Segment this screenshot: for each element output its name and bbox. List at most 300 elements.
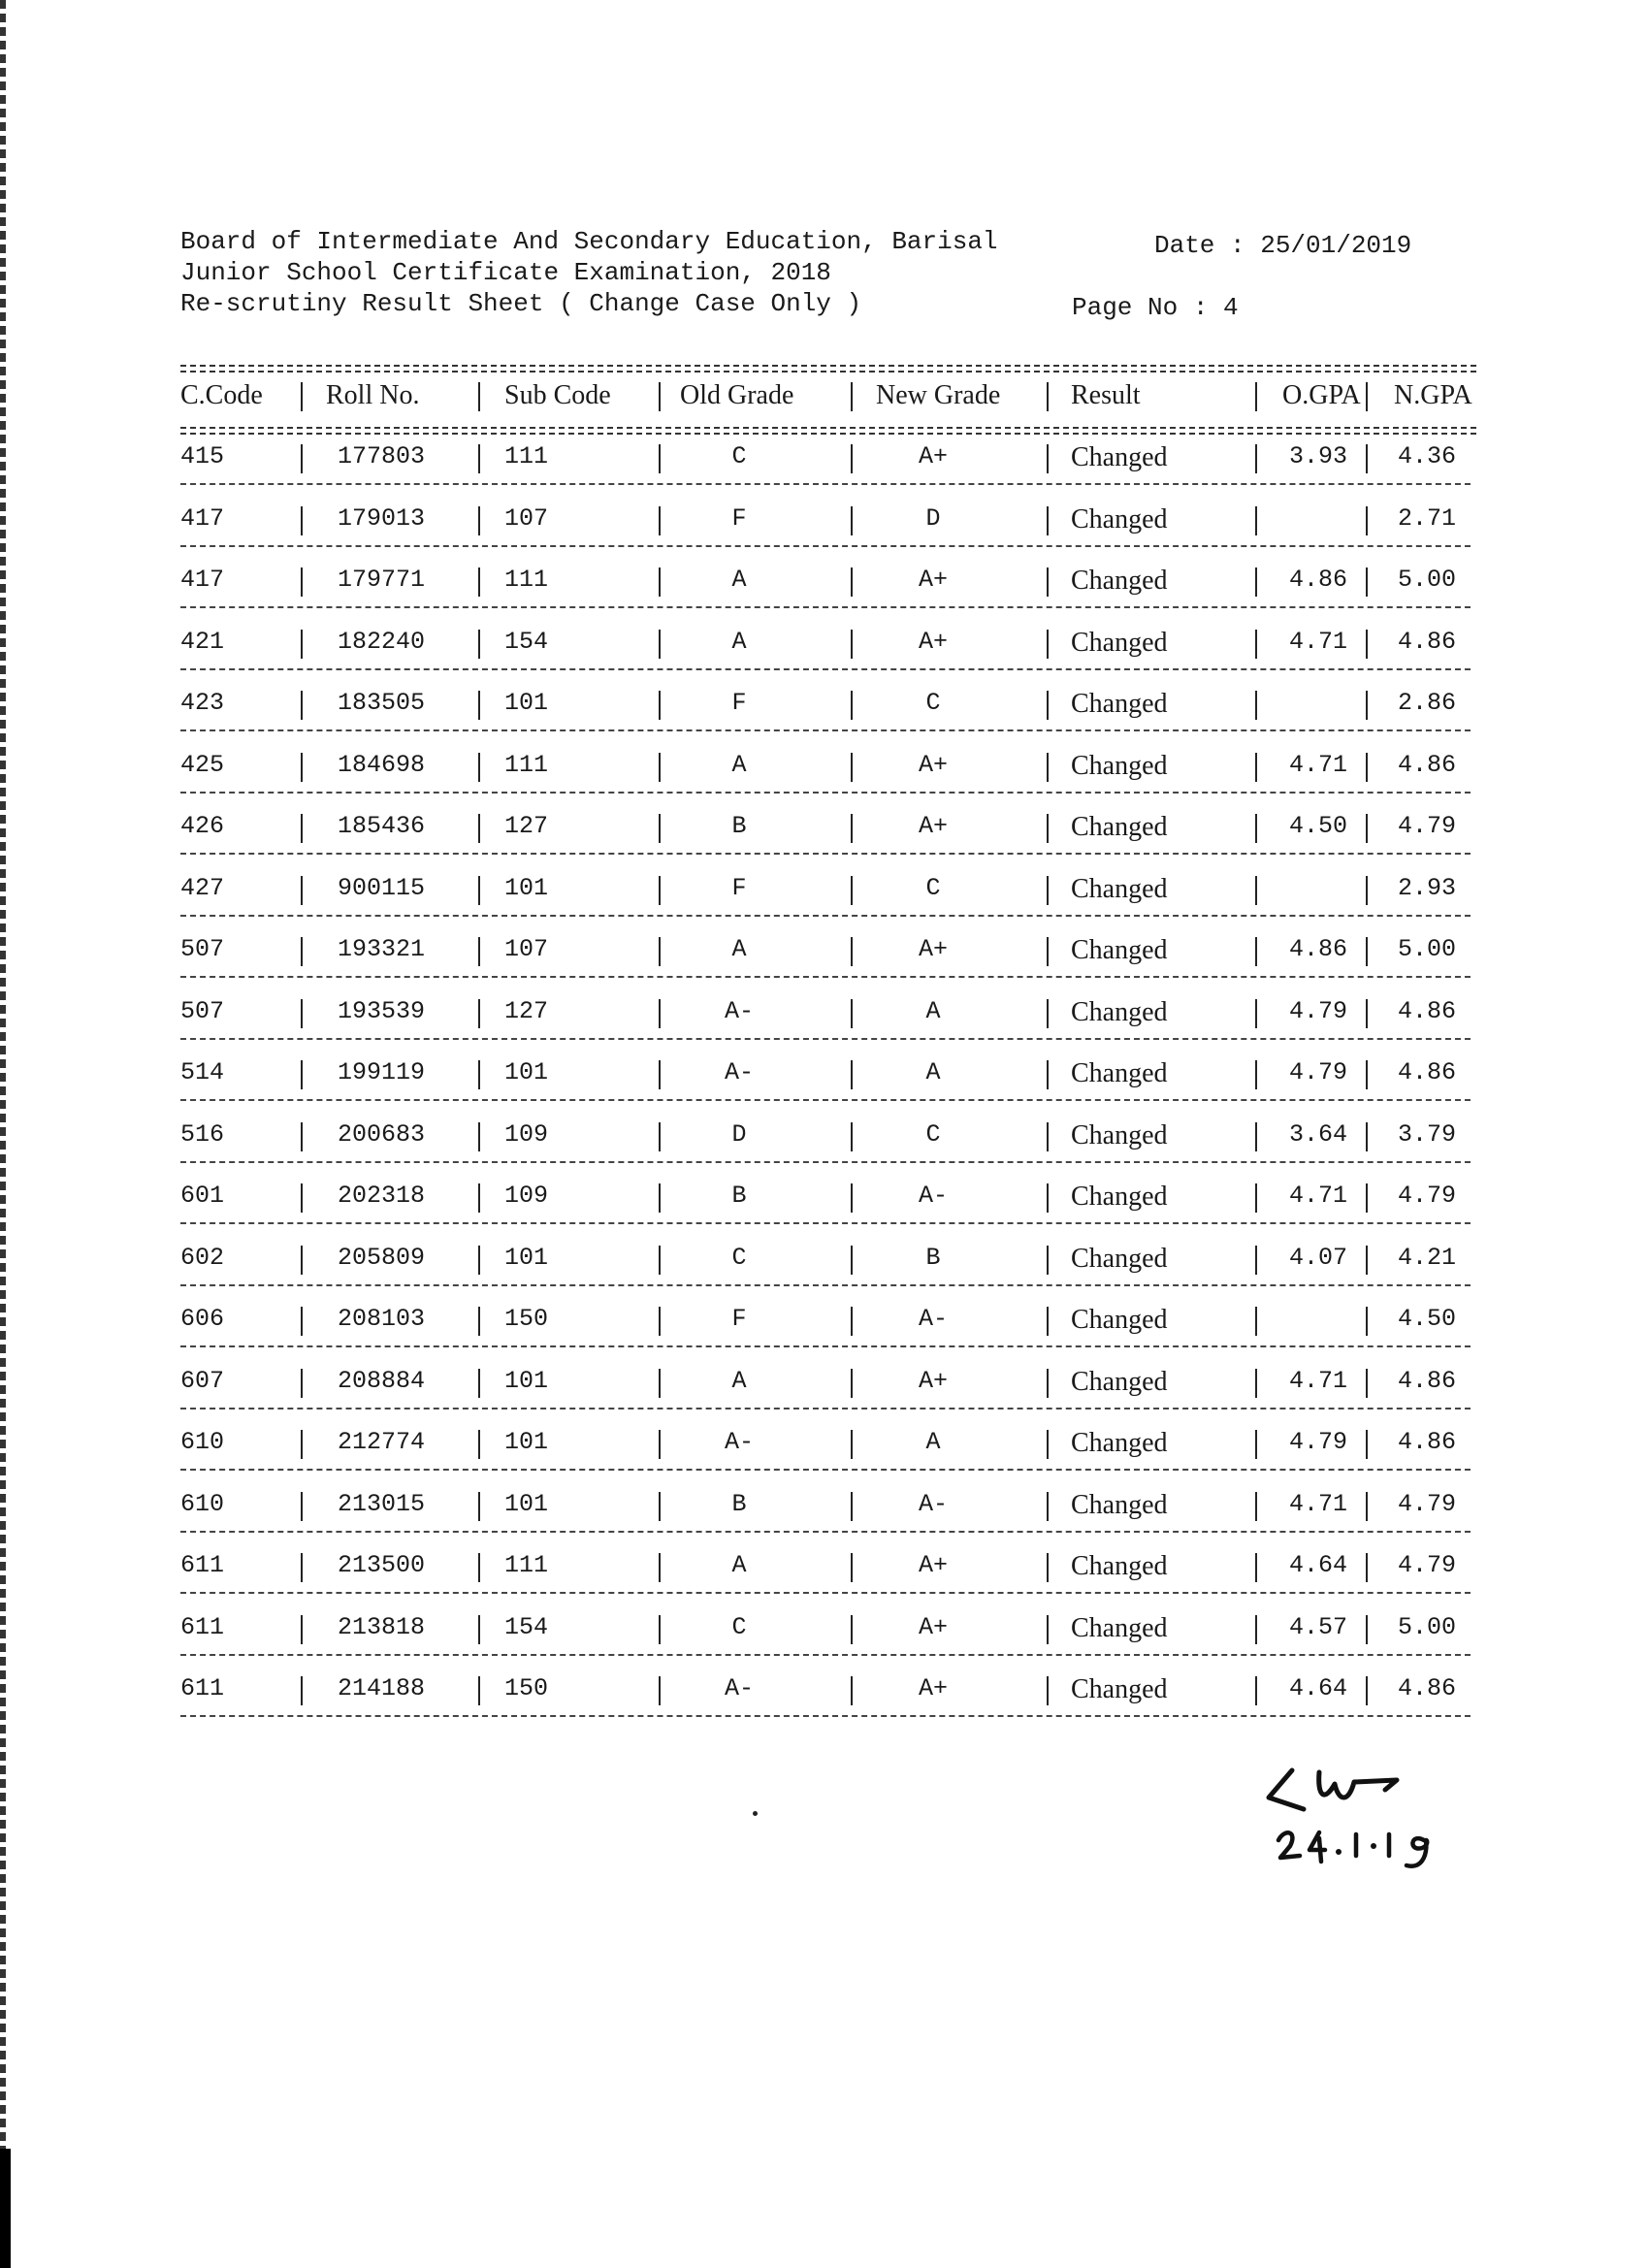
column-separator [1366, 876, 1368, 905]
cell-old-grade: A [731, 566, 747, 594]
cell-new-grade: A+ [918, 1612, 948, 1641]
cell-old-grade: A- [724, 996, 754, 1025]
column-separator [1255, 814, 1257, 843]
column-separator [301, 753, 303, 782]
column-separator [1255, 1122, 1257, 1151]
column-separator [851, 630, 853, 659]
column-separator [478, 814, 480, 843]
cell-n-gpa: 4.86 [1397, 1366, 1456, 1395]
cell-old-grade: F [731, 689, 747, 717]
column-separator [1255, 1492, 1257, 1521]
column-separator [1255, 1615, 1257, 1644]
column-separator [1047, 1369, 1049, 1398]
cell-new-grade: A+ [918, 1366, 948, 1395]
cell-roll-no: 213818 [337, 1612, 425, 1641]
column-separator [1366, 1122, 1368, 1151]
column-separator [1366, 1060, 1368, 1089]
cell-roll-no: 177803 [337, 442, 425, 470]
column-separator [659, 1246, 661, 1275]
column-separator [1255, 753, 1257, 782]
cell-n-gpa: 4.86 [1397, 750, 1456, 779]
column-separator [851, 1492, 853, 1521]
cell-old-grade: A- [724, 1058, 754, 1086]
column-separator [659, 1553, 661, 1582]
column-separator [851, 1307, 853, 1336]
column-separator [1366, 444, 1368, 473]
cell-o-gpa: 4.50 [1288, 812, 1347, 840]
column-separator [1047, 1246, 1049, 1275]
cell-old-grade: A- [724, 1674, 754, 1702]
cell-roll-no: 179771 [337, 566, 425, 594]
cell-sub-code: 111 [504, 750, 549, 779]
column-separator [1255, 1553, 1257, 1582]
column-separator [1047, 1492, 1049, 1521]
cell-roll-no: 193539 [337, 996, 425, 1025]
column-separator [301, 630, 303, 659]
header-rule-top [180, 365, 1476, 373]
scan-edge-mark [0, 2149, 11, 2268]
cell-n-gpa: 2.86 [1397, 689, 1456, 717]
cell-c-code: 427 [180, 873, 225, 902]
row-divider [180, 1654, 1471, 1656]
cell-new-grade: A+ [918, 1674, 948, 1702]
column-header-n-gpa: N.GPA [1394, 380, 1472, 410]
column-separator [1366, 1615, 1368, 1644]
column-separator [659, 444, 661, 473]
column-separator [851, 506, 853, 535]
cell-roll-no: 208884 [337, 1366, 425, 1395]
column-separator [301, 1246, 303, 1275]
column-separator [301, 814, 303, 843]
page-number: Page No : 4 [1072, 293, 1239, 322]
column-header-old-grade: Old Grade [680, 380, 794, 410]
cell-roll-no: 214188 [337, 1674, 425, 1702]
column-separator [1366, 1307, 1368, 1336]
cell-old-grade: A [731, 627, 747, 656]
cell-roll-no: 179013 [337, 503, 425, 533]
cell-n-gpa: 4.86 [1397, 1674, 1456, 1702]
cell-roll-no: 212774 [337, 1428, 425, 1456]
cell-result: Changed [1071, 1058, 1168, 1088]
cell-old-grade: B [731, 1489, 747, 1518]
row-divider [180, 853, 1471, 855]
column-separator [1366, 1369, 1368, 1398]
column-separator [659, 814, 661, 843]
cell-result: Changed [1071, 935, 1168, 965]
column-separator [1366, 1246, 1368, 1275]
column-separator [659, 753, 661, 782]
column-separator [1366, 814, 1368, 843]
column-separator [1255, 1430, 1257, 1459]
column-separator [1047, 1430, 1049, 1459]
cell-new-grade: D [925, 503, 941, 533]
header-rule-bottom [180, 427, 1476, 435]
cell-result: Changed [1071, 812, 1168, 842]
row-divider [180, 1161, 1471, 1163]
cell-new-grade: A- [918, 1489, 948, 1518]
cell-n-gpa: 4.86 [1397, 627, 1456, 656]
cell-result: Changed [1071, 873, 1168, 904]
cell-sub-code: 150 [504, 1305, 549, 1333]
row-divider [180, 668, 1471, 670]
cell-n-gpa: 5.00 [1397, 1612, 1456, 1641]
column-separator [301, 1615, 303, 1644]
column-separator [478, 1122, 480, 1151]
column-separator [301, 506, 303, 535]
cell-sub-code: 101 [504, 873, 549, 902]
column-separator [1255, 999, 1257, 1028]
cell-roll-no: 213015 [337, 1489, 425, 1518]
row-divider [180, 1715, 1471, 1717]
column-separator [851, 1430, 853, 1459]
cell-c-code: 415 [180, 442, 225, 470]
cell-sub-code: 127 [504, 812, 549, 840]
row-divider [180, 545, 1471, 547]
exam-title: Junior School Certificate Examination, 2018 [180, 258, 831, 287]
column-separator [1047, 1615, 1049, 1644]
column-separator [478, 630, 480, 659]
column-separator [1255, 382, 1257, 411]
cell-c-code: 611 [180, 1674, 225, 1702]
row-divider [180, 1284, 1471, 1286]
column-separator [1047, 1183, 1049, 1213]
column-separator [659, 1492, 661, 1521]
cell-c-code: 507 [180, 935, 225, 963]
column-separator [1366, 691, 1368, 720]
cell-sub-code: 127 [504, 996, 549, 1025]
row-divider [180, 1592, 1471, 1594]
column-separator [1255, 1676, 1257, 1705]
column-header-c-code: C.Code [180, 380, 263, 410]
column-separator [851, 1553, 853, 1582]
column-separator [659, 876, 661, 905]
column-separator [301, 1183, 303, 1213]
cell-o-gpa: 4.86 [1288, 935, 1347, 963]
column-header-new-grade: New Grade [876, 380, 1001, 410]
column-separator [1255, 1183, 1257, 1213]
column-separator [851, 999, 853, 1028]
column-separator [1047, 937, 1049, 966]
column-separator [1255, 691, 1257, 720]
cell-roll-no: 208103 [337, 1305, 425, 1333]
column-separator [478, 753, 480, 782]
cell-o-gpa: 4.86 [1288, 566, 1347, 594]
column-separator [851, 691, 853, 720]
row-divider [180, 1469, 1471, 1471]
column-separator [659, 1122, 661, 1151]
column-separator [1366, 1676, 1368, 1705]
cell-sub-code: 101 [504, 1489, 549, 1518]
row-divider [180, 1222, 1471, 1224]
scan-speck [753, 1811, 758, 1816]
column-separator [659, 1369, 661, 1398]
column-separator [851, 1183, 853, 1213]
column-separator [1047, 876, 1049, 905]
column-separator [851, 444, 853, 473]
handwritten-signature [1261, 1751, 1455, 1877]
column-separator [478, 1553, 480, 1582]
cell-sub-code: 107 [504, 503, 549, 533]
cell-c-code: 417 [180, 503, 225, 533]
cell-sub-code: 101 [504, 689, 549, 717]
column-separator [301, 1369, 303, 1398]
row-divider [180, 483, 1471, 485]
cell-o-gpa: 4.71 [1288, 1366, 1347, 1395]
cell-c-code: 601 [180, 1182, 225, 1210]
column-separator [659, 506, 661, 535]
column-separator [1047, 1307, 1049, 1336]
cell-old-grade: A- [724, 1428, 754, 1456]
cell-n-gpa: 3.79 [1397, 1119, 1456, 1149]
column-separator [301, 1553, 303, 1582]
cell-sub-code: 111 [504, 566, 549, 594]
cell-sub-code: 101 [504, 1366, 549, 1395]
cell-n-gpa: 2.93 [1397, 873, 1456, 902]
column-separator [1366, 999, 1368, 1028]
column-separator [1047, 567, 1049, 597]
column-separator [851, 1676, 853, 1705]
column-separator [1255, 1369, 1257, 1398]
column-separator [1366, 1553, 1368, 1582]
cell-roll-no: 199119 [337, 1058, 425, 1086]
cell-new-grade: A- [918, 1182, 948, 1210]
column-separator [659, 1183, 661, 1213]
cell-new-grade: C [925, 873, 941, 902]
column-separator [659, 1676, 661, 1705]
column-separator [301, 691, 303, 720]
column-separator [301, 1430, 303, 1459]
board-title: Board of Intermediate And Secondary Education, Barisal [180, 227, 998, 256]
cell-result: Changed [1071, 1612, 1168, 1643]
cell-new-grade: A [925, 1428, 941, 1456]
column-separator [1255, 506, 1257, 535]
column-separator [659, 630, 661, 659]
column-separator [659, 567, 661, 597]
cell-result: Changed [1071, 1489, 1168, 1520]
row-divider [180, 792, 1471, 794]
cell-roll-no: 205809 [337, 1243, 425, 1272]
column-separator [478, 1307, 480, 1336]
cell-result: Changed [1071, 1428, 1168, 1458]
column-separator [1255, 567, 1257, 597]
row-divider [180, 1531, 1471, 1533]
cell-result: Changed [1071, 1305, 1168, 1335]
cell-result: Changed [1071, 996, 1168, 1027]
cell-old-grade: A [731, 750, 747, 779]
column-separator [851, 814, 853, 843]
column-separator [1047, 1676, 1049, 1705]
column-header-o-gpa: O.GPA [1282, 380, 1361, 410]
column-separator [478, 1369, 480, 1398]
cell-n-gpa: 4.79 [1397, 1182, 1456, 1210]
row-divider [180, 606, 1471, 608]
cell-n-gpa: 4.79 [1397, 1551, 1456, 1579]
cell-new-grade: A [925, 1058, 941, 1086]
cell-n-gpa: 4.79 [1397, 812, 1456, 840]
cell-result: Changed [1071, 1243, 1168, 1274]
cell-new-grade: A+ [918, 442, 948, 470]
column-separator [301, 999, 303, 1028]
cell-old-grade: C [731, 442, 747, 470]
column-separator [1366, 753, 1368, 782]
cell-new-grade: A [925, 996, 941, 1025]
cell-n-gpa: 2.71 [1397, 503, 1456, 533]
cell-roll-no: 213500 [337, 1551, 425, 1579]
column-separator [478, 937, 480, 966]
cell-roll-no: 202318 [337, 1182, 425, 1210]
cell-new-grade: A+ [918, 935, 948, 963]
cell-n-gpa: 4.86 [1397, 996, 1456, 1025]
cell-old-grade: B [731, 1182, 747, 1210]
cell-new-grade: A+ [918, 1551, 948, 1579]
column-separator [659, 691, 661, 720]
column-separator [659, 1430, 661, 1459]
column-separator [478, 1183, 480, 1213]
cell-sub-code: 101 [504, 1058, 549, 1086]
cell-c-code: 426 [180, 812, 225, 840]
cell-roll-no: 182240 [337, 627, 425, 656]
cell-old-grade: C [731, 1243, 747, 1272]
column-separator [301, 1307, 303, 1336]
column-separator [301, 1060, 303, 1089]
cell-old-grade: A [731, 1366, 747, 1395]
cell-sub-code: 154 [504, 627, 549, 656]
cell-roll-no: 900115 [337, 873, 425, 902]
column-separator [1047, 1122, 1049, 1151]
scan-edge [0, 0, 6, 2268]
cell-c-code: 602 [180, 1243, 225, 1272]
row-divider [180, 1408, 1471, 1409]
row-divider [180, 915, 1471, 917]
column-separator [1047, 814, 1049, 843]
column-separator [851, 876, 853, 905]
cell-old-grade: D [731, 1119, 747, 1149]
cell-new-grade: A+ [918, 812, 948, 840]
cell-c-code: 507 [180, 996, 225, 1025]
column-separator [1366, 1430, 1368, 1459]
cell-c-code: 611 [180, 1612, 225, 1641]
cell-o-gpa: 4.79 [1288, 1428, 1347, 1456]
column-separator [851, 1060, 853, 1089]
cell-result: Changed [1071, 1119, 1168, 1150]
cell-c-code: 423 [180, 689, 225, 717]
cell-result: Changed [1071, 627, 1168, 658]
cell-old-grade: B [731, 812, 747, 840]
column-separator [301, 937, 303, 966]
cell-o-gpa: 4.79 [1288, 996, 1347, 1025]
column-separator [1366, 567, 1368, 597]
column-separator [659, 999, 661, 1028]
column-separator [301, 876, 303, 905]
cell-old-grade: F [731, 873, 747, 902]
cell-o-gpa: 4.71 [1288, 1489, 1347, 1518]
column-separator [659, 1307, 661, 1336]
cell-o-gpa: 4.71 [1288, 1182, 1347, 1210]
cell-result: Changed [1071, 442, 1168, 472]
cell-o-gpa: 4.57 [1288, 1612, 1347, 1641]
column-separator [301, 1492, 303, 1521]
cell-result: Changed [1071, 689, 1168, 719]
column-separator [1366, 1492, 1368, 1521]
cell-sub-code: 111 [504, 442, 549, 470]
column-separator [1255, 630, 1257, 659]
column-separator [478, 1676, 480, 1705]
cell-n-gpa: 5.00 [1397, 566, 1456, 594]
column-separator [478, 999, 480, 1028]
cell-o-gpa: 4.71 [1288, 627, 1347, 656]
column-separator [1255, 1307, 1257, 1336]
column-header-sub-code: Sub Code [504, 380, 611, 410]
column-separator [301, 382, 303, 411]
cell-new-grade: A+ [918, 750, 948, 779]
cell-result: Changed [1071, 1366, 1168, 1397]
column-separator [1047, 1553, 1049, 1582]
cell-result: Changed [1071, 750, 1168, 781]
column-separator [478, 1430, 480, 1459]
column-separator [851, 1369, 853, 1398]
column-separator [301, 567, 303, 597]
cell-c-code: 514 [180, 1058, 225, 1086]
column-header-result: Result [1071, 380, 1141, 410]
column-separator [851, 1122, 853, 1151]
column-separator [478, 876, 480, 905]
column-separator [851, 382, 853, 411]
cell-n-gpa: 4.50 [1397, 1305, 1456, 1333]
column-separator [1047, 1060, 1049, 1089]
column-separator [851, 1246, 853, 1275]
column-separator [1255, 937, 1257, 966]
column-separator [659, 382, 661, 411]
cell-old-grade: A [731, 935, 747, 963]
cell-sub-code: 109 [504, 1119, 549, 1149]
row-divider [180, 729, 1471, 731]
cell-n-gpa: 4.36 [1397, 442, 1456, 470]
column-separator [1047, 382, 1049, 411]
column-separator [1255, 444, 1257, 473]
column-separator [1366, 937, 1368, 966]
cell-c-code: 607 [180, 1366, 225, 1395]
column-separator [301, 1676, 303, 1705]
column-separator [478, 506, 480, 535]
cell-sub-code: 150 [504, 1674, 549, 1702]
cell-c-code: 425 [180, 750, 225, 779]
column-separator [851, 567, 853, 597]
column-separator [1047, 506, 1049, 535]
cell-roll-no: 193321 [337, 935, 425, 963]
cell-o-gpa: 4.64 [1288, 1551, 1347, 1579]
cell-result: Changed [1071, 566, 1168, 596]
cell-c-code: 610 [180, 1489, 225, 1518]
column-separator [1047, 691, 1049, 720]
column-separator [301, 444, 303, 473]
cell-n-gpa: 4.21 [1397, 1243, 1456, 1272]
row-divider [180, 1345, 1471, 1347]
cell-result: Changed [1071, 1182, 1168, 1212]
column-separator [851, 1615, 853, 1644]
cell-old-grade: C [731, 1612, 747, 1641]
cell-result: Changed [1071, 1551, 1168, 1581]
column-separator [659, 937, 661, 966]
column-separator [478, 567, 480, 597]
cell-new-grade: C [925, 1119, 941, 1149]
column-separator [478, 691, 480, 720]
column-separator [1047, 444, 1049, 473]
date-label: Date : 25/01/2019 [1154, 231, 1412, 260]
cell-result: Changed [1071, 1674, 1168, 1704]
cell-sub-code: 109 [504, 1182, 549, 1210]
column-separator [478, 1615, 480, 1644]
cell-o-gpa: 3.64 [1288, 1119, 1347, 1149]
